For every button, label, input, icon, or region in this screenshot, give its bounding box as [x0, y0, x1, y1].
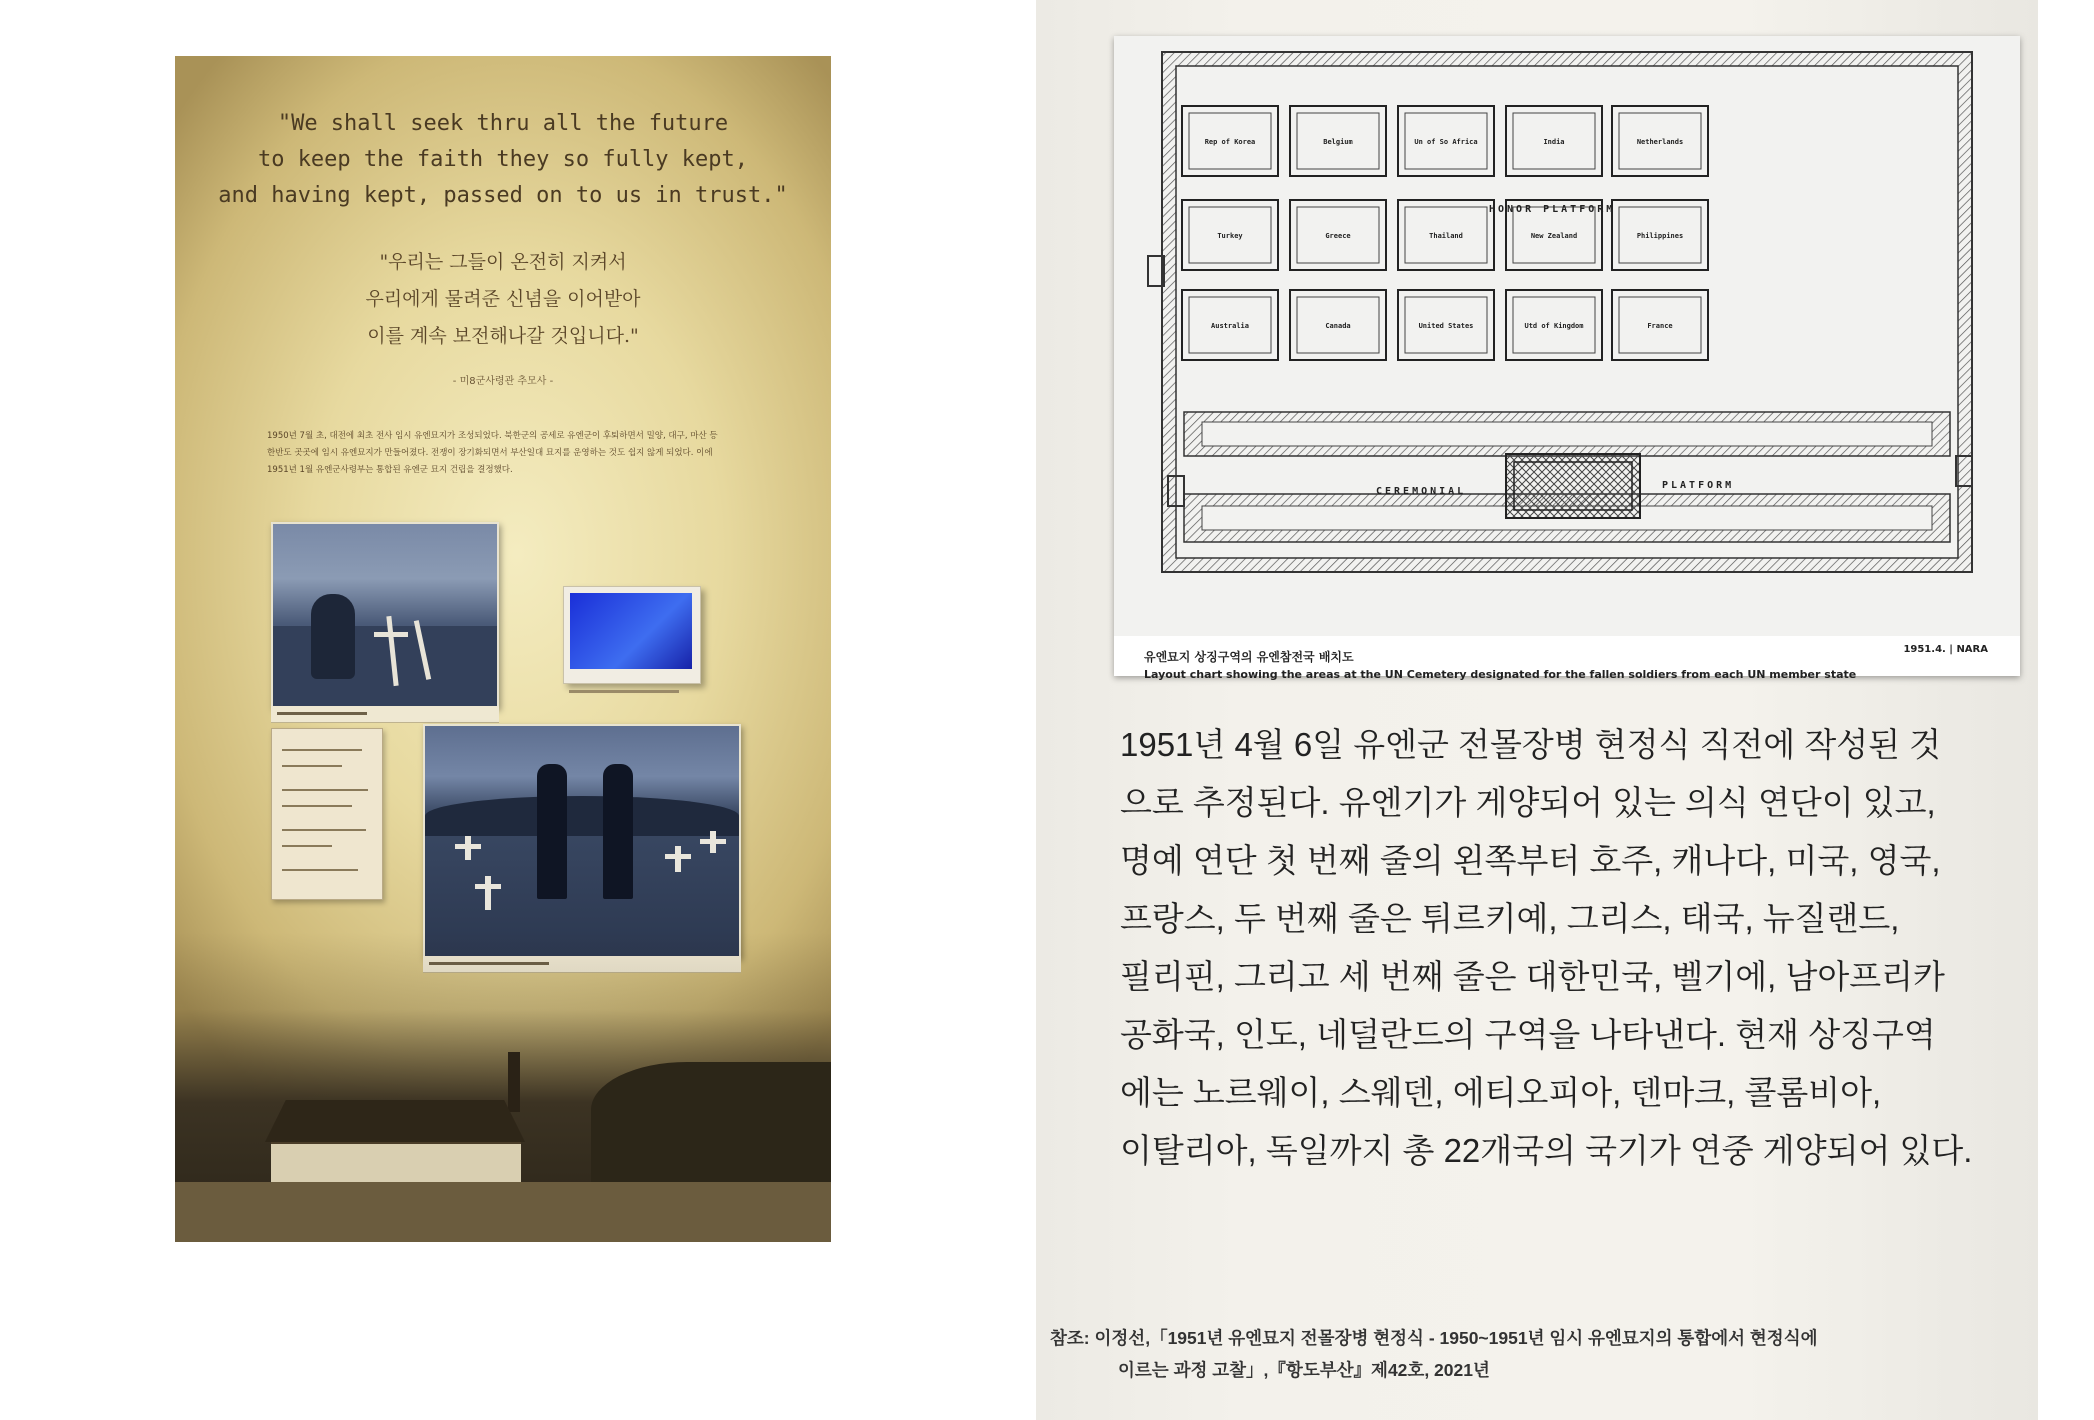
quote-en-line: "We shall seek thru all the future	[277, 111, 729, 136]
cemetery-layout-chart	[1114, 36, 2020, 681]
plan-caption-english: Layout chart showing the areas at the UN Cemetery designated for the fallen soldiers from each UN member state	[1144, 668, 1857, 681]
panel-body-text: 1950년 7월 초, 대전에 최초 전사 임시 유엔묘지가 조성되었다. 북한군의 공세로 유엔군이 후퇴하면서 밀양, 대구, 마산 등 한반도 곳곳에 임시 유엔묘지가 만들어졌다. 전쟁이 장기화되면서 부산일대 묘지를 운영하는 것도 쉽지 않게 되었다. 이에 1951년 1월 유엔군사령부는 통합된 유엔군 묘지 건립을 결정했다.	[267, 431, 718, 475]
plan-section-label: Thailand	[1429, 232, 1463, 240]
description-line: 명예 연단 첫 번째 줄의 왼쪽부터 호주, 캐나다, 미국, 영국,	[1120, 842, 1941, 879]
cemetery-landscape	[175, 932, 831, 1242]
ceremonial-label: CEREMONIAL	[1376, 486, 1467, 497]
korean-quote	[175, 244, 831, 355]
description-line: 으로 추정된다. 유엔기가 게양되어 있는 의식 연단이 있고,	[1120, 784, 1936, 821]
plan-section-label: India	[1543, 138, 1565, 146]
quote-attribution: - 미8군사령관 추모사 -	[452, 376, 554, 387]
plan-section-label: Turkey	[1217, 232, 1243, 240]
page-margin	[2038, 0, 2094, 1420]
plan-caption-korean: 유엔묘지 상징구역의 유엔참전국 배치도	[1144, 650, 1354, 664]
plan-section-label: United States	[1418, 322, 1474, 330]
plan-section-label: France	[1647, 322, 1673, 330]
english-quote	[175, 106, 831, 214]
description-line: 필리핀, 그리고 세 번째 줄은 대한민국, 벨기에, 남아프리카	[1120, 958, 1945, 995]
plan-section-label: Utd of Kingdom	[1524, 322, 1584, 330]
reference-line: 참조: 이정선,「1951년 유엔묘지 전몰장병 현정식 - 1950~1951년 임시 유엔묘지의 통합에서 현정식에	[1050, 1328, 1818, 1348]
photo-honor-guard	[423, 724, 741, 958]
layout-plan-drawing	[1114, 36, 2020, 636]
plan-section-label: Rep of Korea	[1204, 138, 1256, 146]
honor-platform-label: HONOR PLATFORM	[1489, 204, 1616, 215]
plan-section-label: Greece	[1325, 232, 1351, 240]
plan-section-label: Netherlands	[1636, 138, 1684, 146]
photo-caption	[271, 706, 499, 723]
plan-credit: 1951.4. | NARA	[1903, 644, 1988, 655]
plan-section-label: Belgium	[1323, 138, 1353, 146]
description-line: 공화국, 인도, 네덜란드의 구역을 나타낸다. 현재 상징구역	[1120, 1016, 1936, 1053]
quote-en-line: to keep the faith they so fully kept,	[257, 147, 749, 172]
description-line: 이탈리아, 독일까지 총 22개국의 국기가 연중 게양되어 있다.	[1120, 1132, 1973, 1169]
platform-label: PLATFORM	[1662, 480, 1735, 491]
exhibit-panel-photo	[175, 56, 831, 1242]
quote-en-line: and having kept, passed on to us in trust."	[218, 183, 788, 208]
plan-section-label: New Zealand	[1530, 232, 1578, 240]
quote-ko-line: 이를 계속 보전해나갈 것입니다."	[367, 325, 639, 347]
description-line: 1951년 4월 6일 유엔군 전몰장병 현정식 직전에 작성된 것	[1120, 726, 1942, 763]
plan-section-label: Philippines	[1636, 232, 1684, 240]
plan-sections	[1182, 106, 1708, 360]
description-line: 프랑스, 두 번째 줄은 튀르키예, 그리스, 태국, 뉴질랜드,	[1120, 900, 1900, 937]
document-photo	[271, 728, 383, 900]
reference-line: 이르는 과정 고찰」,『항도부산』제42호, 2021년	[1118, 1360, 1490, 1380]
photo-kneeling-soldier	[271, 522, 499, 708]
plan-section-label: Un of So Africa	[1414, 138, 1478, 146]
quote-ko-line: 우리에게 물려준 신념을 이어받아	[365, 288, 641, 310]
plan-section-label: Australia	[1211, 322, 1249, 330]
video-caption	[563, 684, 701, 700]
plan-section-label: Canada	[1325, 322, 1351, 330]
video-screen	[563, 586, 701, 684]
description-text	[1120, 716, 2000, 1180]
description-line: 에는 노르웨이, 스웨덴, 에티오피아, 덴마크, 콜롬비아,	[1120, 1074, 1882, 1111]
reference-citation	[1050, 1322, 1818, 1386]
quote-ko-line: "우리는 그들이 온전히 지켜서	[379, 251, 627, 273]
exhibit-panel-plan	[1036, 0, 2038, 1420]
